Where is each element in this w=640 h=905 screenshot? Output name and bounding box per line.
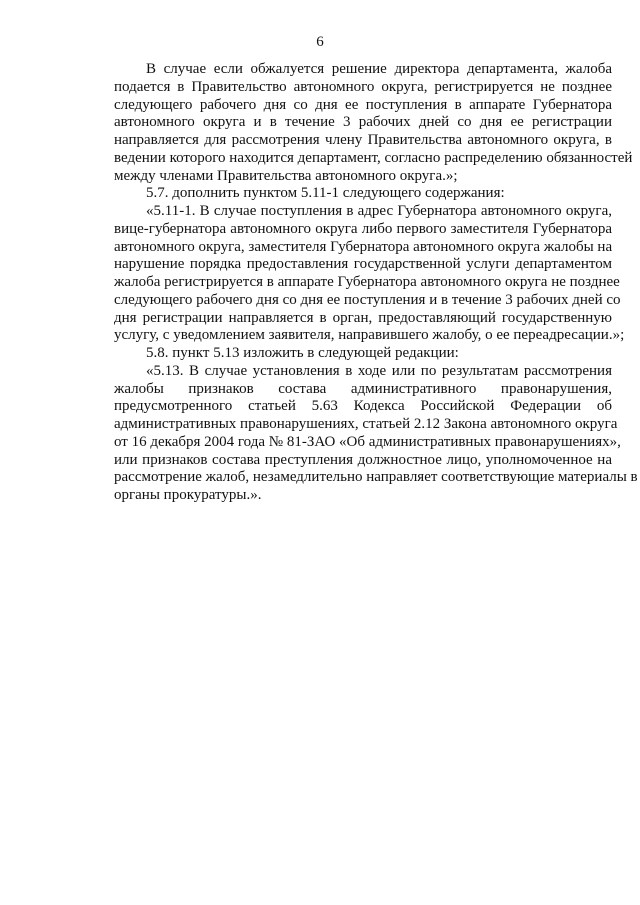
text-line: следующего рабочего дня со дня ее поступления в аппарате Губернатора xyxy=(114,96,612,113)
paragraph-5-7 xyxy=(82,185,612,203)
paragraph-complaint-director xyxy=(82,61,633,185)
text-line: следующего рабочего дня со дня ее поступления и в течение 3 рабочих дней со xyxy=(114,291,621,308)
text-line: направляется для рассмотрения члену Правительства автономного округа, в xyxy=(114,132,612,148)
text-line: рассмотрение жалоб, незамедлительно направляет соответствующие материалы в xyxy=(114,469,638,486)
text-line: вице-губернатора автономного округа либо первого заместителя Губернатора xyxy=(114,220,612,237)
text-line: автономного округа, заместителя Губернатора автономного округа жалобы на xyxy=(114,238,613,255)
text-line: органы прокуратуры.». xyxy=(114,487,262,503)
text-line: «5.13. В случае установления в ходе или по результатам рассмотрения xyxy=(146,362,612,379)
text-line: административных правонарушениях, статьей 2.12 Закона автономного округа xyxy=(114,416,618,432)
text-line: предусмотренного статьей 5.63 Кодекса Российской Федерации об xyxy=(114,398,612,415)
text-line: подается в Правительство автономного округа, регистрируется не позднее xyxy=(114,78,612,95)
text-line: услугу, с уведомлением заявителя, направившего жалобу, о ее переадресации.»; xyxy=(114,327,625,344)
page-number: 6 xyxy=(316,34,324,50)
document-body xyxy=(82,61,638,505)
text-line: жалоба регистрируется в аппарате Губернатора автономного округа не позднее xyxy=(114,274,620,290)
text-line: 5.7. дополнить пунктом 5.11-1 следующего содержания: xyxy=(146,185,505,202)
text-line: нарушение порядка предоставления государственной услуги департаментом xyxy=(114,256,612,273)
text-line: «5.11-1. В случае поступления в адрес Губернатора автономного округа, xyxy=(146,203,612,219)
text-line: 5.8. пункт 5.13 изложить в следующей редакции: xyxy=(146,345,459,361)
text-line: жалобы признаков состава административного правонарушения, xyxy=(114,380,612,397)
text-line: или признаков состава преступления должностное лицо, уполномоченное на xyxy=(114,451,612,468)
paragraph-5-8 xyxy=(82,345,612,363)
text-line: ведении которого находится департамент, согласно распределению обязанностей xyxy=(114,149,633,166)
text-line: В случае если обжалуется решение директора департамента, жалоба xyxy=(146,61,612,77)
text-line: автономного округа и в течение 3 рабочих дней со дня ее регистрации xyxy=(114,114,612,131)
text-line: между членами Правительства автономного округа.»; xyxy=(114,167,458,184)
paragraph-5-11-1 xyxy=(82,203,625,345)
paragraph-5-13 xyxy=(82,362,638,505)
text-line: дня регистрации направляется в орган, предоставляющий государственную xyxy=(114,309,612,326)
text-line: от 16 декабря 2004 года № 81-ЗАО «Об административных правонарушениях», xyxy=(114,433,621,450)
